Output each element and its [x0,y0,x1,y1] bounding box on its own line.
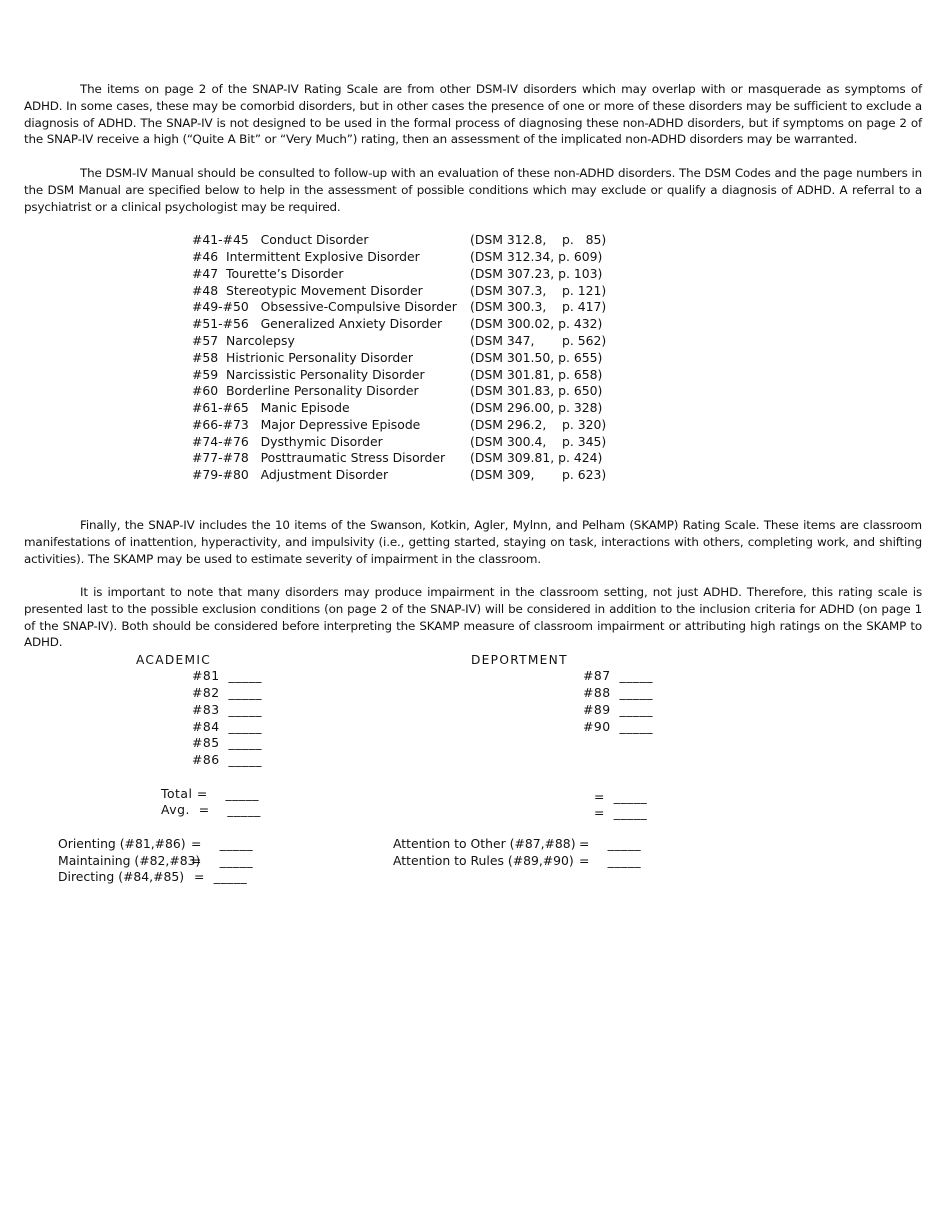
subscale-orienting-blank: = _____ [191,836,254,851]
disorder-label: #47 Tourette’s Disorder [192,266,344,281]
dsm-list-item [0,232,950,249]
dsm-code: (DSM 296.2, p. 320) [470,417,607,432]
disorder-label: #61-#65 Manic Episode [192,400,350,415]
dsm-list-item [0,249,950,266]
academic-item-83: #83 _____ [192,702,263,717]
disorder-label: #77-#78 Posttraumatic Stress Disorder [192,450,446,465]
deportment-item-90: #90 _____ [583,719,654,734]
dsm-code: (DSM 312.8, p. 85) [470,232,607,247]
academic-item-84: #84 _____ [192,719,263,734]
deportment-avg: = _____ [594,805,648,820]
disorder-label: #59 Narcissistic Personality Disorder [192,367,425,382]
disorder-label: #41-#45 Conduct Disorder [192,232,369,247]
dsm-list-item [0,383,950,400]
dsm-code: (DSM 300.02, p. 432) [470,316,603,331]
dsm-code: (DSM 347, p. 562) [470,333,607,348]
disorder-label: #49-#50 Obsessive-Compulsive Disorder [192,299,457,314]
dsm-code: (DSM 301.50, p. 655) [470,350,603,365]
subscale-attention-rules-label: Attention to Rules (#89,#90) [393,853,574,868]
academic-item-81: #81 _____ [192,668,263,683]
disorder-label: #58 Histrionic Personality Disorder [192,350,413,365]
disorder-label: #46 Intermittent Explosive Disorder [192,249,420,264]
dsm-code: (DSM 296.00, p. 328) [470,400,603,415]
dsm-code: (DSM 307.23, p. 103) [470,266,603,281]
subscale-orienting-label: Orienting (#81,#86) [58,836,186,851]
skamp-paragraph-1: Finally, the SNAP-IV includes the 10 items of the Swanson, Kotkin, Agler, Mylnn, and Pelham (SKAMP) Rating Scale. These items are classroom manifestations of inattention, hyperactivity, and impulsivity (i.e., getting started, staying on task, interactions with others, completing work, and shifting activities). The SKAMP may be used to estimate severity of impairment in the classroom. [24,518,922,566]
dsm-list-item [0,450,950,467]
disorder-label: #51-#56 Generalized Anxiety Disorder [192,316,443,331]
deportment-item-88: #88 _____ [583,685,654,700]
disorder-label: #57 Narcolepsy [192,333,295,348]
disorder-label: #79-#80 Adjustment Disorder [192,467,389,482]
dsm-code: (DSM 300.4, p. 345) [470,434,607,449]
academic-item-86: #86 _____ [192,752,263,767]
intro-paragraph-2: The DSM-IV Manual should be consulted to follow-up with an evaluation of these non-ADHD disorders. The DSM Codes and the page numbers in the DSM Manual are specified below to help in the assessment of possible conditions which may exclude or qualify a diagnosis of ADHD. A referral to a psychiatrist or a clinical psychologist may be required. [24,166,922,214]
dsm-code: (DSM 307.3, p. 121) [470,283,607,298]
deportment-total: = _____ [594,789,648,804]
dsm-list-item [0,367,950,384]
subscale-attention-other-label: Attention to Other (#87,#88) [393,836,576,851]
academic-item-82: #82 _____ [192,685,263,700]
subscale-directing-label: Directing (#84,#85) [58,869,185,884]
dsm-list-item [0,467,950,484]
dsm-list-item [0,266,950,283]
academic-item-85: #85 _____ [192,735,263,750]
subscale-attention-other-blank: = _____ [579,836,642,851]
dsm-code: (DSM 312.34, p. 609) [470,249,603,264]
dsm-code: (DSM 309.81, p. 424) [470,450,603,465]
academic-heading: ACADEMIC [136,653,212,667]
disorder-label: #74-#76 Dysthymic Disorder [192,434,383,449]
dsm-list-item [0,333,950,350]
deportment-item-87: #87 _____ [583,668,654,683]
intro-paragraph-1: The items on page 2 of the SNAP-IV Rating Scale are from other DSM-IV disorders which may overlap with or masquerade as symptoms of ADHD. In some cases, these may be comorbid disorders, but in other cases the presence of one or more of these disorders may be sufficient to exclude a diagnosis of ADHD. The SNAP-IV is not designed to be used in the formal process of diagnosing these non-ADHD disorders, but if symptoms on page 2 of the SNAP-IV receive a high (“Quite A Bit” or “Very Much”) rating, then an assessment of the implicated non-ADHD disorders may be warranted. [24,82,922,147]
deportment-item-89: #89 _____ [583,702,654,717]
dsm-list-item [0,350,950,367]
dsm-list-item [0,283,950,300]
dsm-list-item [0,434,950,451]
skamp-paragraph-2: It is important to note that many disorders may produce impairment in the classroom setting, not just ADHD. Therefore, this rating scale is presented last to the possible exclusion conditions (on page 2 of the SNAP-IV) will be considered in addition to the inclusion criteria for ADHD (on page 1 of the SNAP-IV). Both should be considered before interpreting the SKAMP measure of classroom impairment or attributing high ratings on the SKAMP to ADHD. [24,585,922,650]
subscale-directing-blank: = _____ [194,869,248,884]
academic-avg: Avg. = _____ [161,802,261,817]
disorder-label: #60 Borderline Personality Disorder [192,383,419,398]
dsm-code: (DSM 300.3, p. 417) [470,299,607,314]
disorder-label: #48 Stereotypic Movement Disorder [192,283,423,298]
dsm-code: (DSM 309, p. 623) [470,467,607,482]
deportment-heading: DEPORTMENT [471,653,568,667]
subscale-attention-rules-blank: = _____ [579,853,642,868]
dsm-code: (DSM 301.81, p. 658) [470,367,603,382]
dsm-list-item [0,417,950,434]
dsm-list-item [0,316,950,333]
dsm-list-item [0,299,950,316]
subscale-maintaining-blank: = _____ [191,853,254,868]
dsm-list-item [0,400,950,417]
academic-total: Total = _____ [161,786,259,801]
dsm-code: (DSM 301.83, p. 650) [470,383,603,398]
disorder-label: #66-#73 Major Depressive Episode [192,417,421,432]
subscale-maintaining-label: Maintaining (#82,#83) [58,853,201,868]
